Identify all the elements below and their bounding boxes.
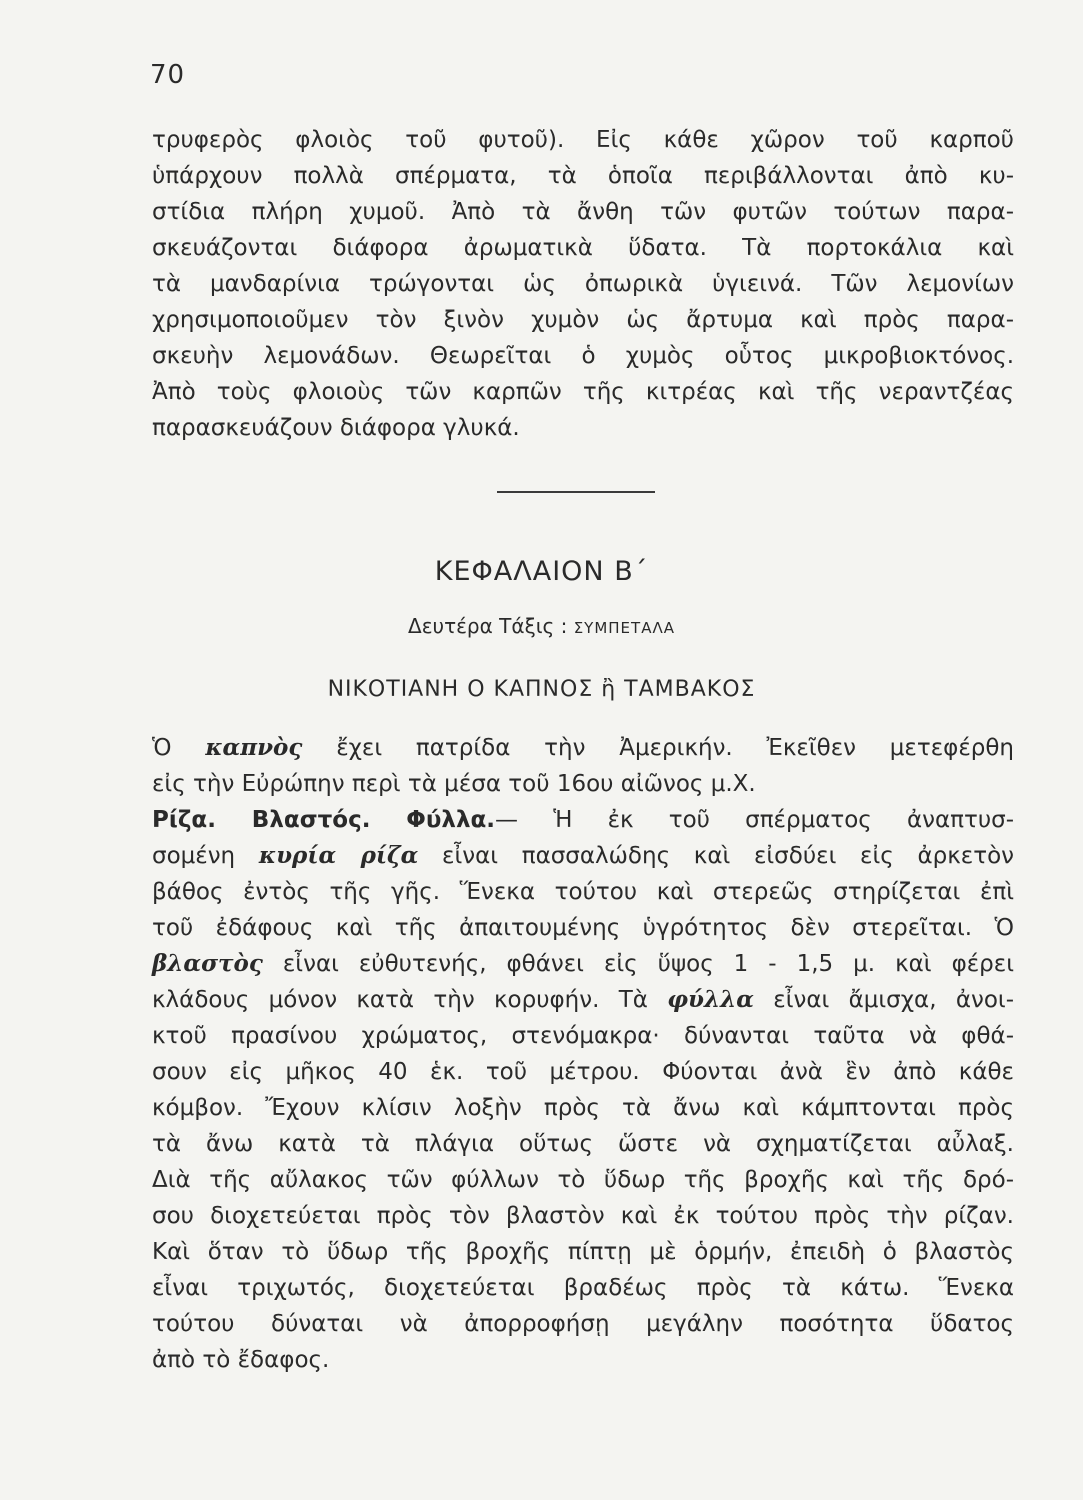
emphasized-term: κυρία ρίζα <box>258 842 419 869</box>
section-divider <box>497 491 655 493</box>
text-line: τρυφερὸς φλοιὸς τοῦ φυτοῦ). Εἰς κάθε χῶρον τοῦ καρποῦ <box>152 127 1014 153</box>
section-title: ΝΙΚΟΤΙΑΝΗ Ο ΚΑΠΝΟΣ ἢ ΤΑΜΒΑΚΟΣ <box>327 677 756 702</box>
text-line <box>152 1270 1014 1306</box>
text-line: τὰ μανδαρίνια τρώγονται ὡς ὀπωρικὰ ὑγιεινά. Τῶν λεμονίων <box>152 271 1014 297</box>
text-line <box>152 1126 1014 1162</box>
text-line <box>152 838 1014 874</box>
subheading: Ρίζα. Βλαστός. Φύλλα. <box>152 807 496 833</box>
text-line <box>152 1306 1014 1342</box>
text-run: εἶναι πασσαλώδης καὶ εἰσδύει εἰς ἀρκετὸν <box>418 843 1014 869</box>
text-run: τοῦ ἐδάφους καὶ τῆς ἀπαιτουμένης ὑγρότητος δὲν στερεῖται. Ὁ <box>152 915 1014 941</box>
text-line <box>152 766 1014 802</box>
body-paragraph <box>152 730 1014 1378</box>
text-line <box>152 982 1014 1018</box>
text-line <box>152 1342 1014 1378</box>
text-run: Καὶ ὅταν τὸ ὕδωρ τῆς βροχῆς πίπτῃ μὲ ὁρμήν, ἐπειδὴ ὁ βλαστὸς <box>152 1239 1014 1265</box>
text-run: εἶναι ἄμισχα, ἀνοι- <box>753 987 1014 1013</box>
text-line <box>152 730 1014 766</box>
class-topic: ΣΥΜΠΕΤΑΛΑ <box>573 619 675 637</box>
text-line <box>152 1234 1014 1270</box>
text-line <box>152 1162 1014 1198</box>
text-line <box>152 1054 1014 1090</box>
text-run: εἶναι τριχωτός, διοχετεύεται βραδέως πρὸς τὰ κάτω. Ἕνεκα <box>152 1275 1014 1301</box>
text-run: κόμβον. Ἔχουν κλίσιν λοξὴν πρὸς τὰ ἄνω καὶ κάμπτονται πρὸς <box>152 1095 1014 1121</box>
class-label: Δευτέρα Τάξις : <box>408 614 568 638</box>
text-line <box>152 1198 1014 1234</box>
text-run: κλάδους μόνον κατὰ τὴν κορυφήν. Τὰ <box>152 987 668 1013</box>
text-run: τούτου δύναται νὰ ἀπορροφήσῃ μεγάλην ποσότητα ὕδατος <box>152 1311 1014 1337</box>
text-line: στίδια πλήρη χυμοῦ. Ἀπὸ τὰ ἄνθη τῶν φυτῶν τούτων παρα- <box>152 199 1014 225</box>
text-line: ὑπάρχουν πολλὰ σπέρματα, τὰ ὁποῖα περιβάλλονται ἀπὸ κυ- <box>152 163 1014 189</box>
text-run: — Ἡ ἐκ τοῦ σπέρματος ἀναπτυσ- <box>495 807 1015 833</box>
text-line: παρασκευάζουν διάφορα γλυκά. <box>152 415 520 441</box>
text-line <box>152 946 1014 982</box>
text-run: εἶναι εὐθυτενής, φθάνει εἰς ὕψος 1 - 1,5 μ. καὶ φέρει <box>262 951 1014 977</box>
text-line <box>152 1090 1014 1126</box>
text-line <box>152 874 1014 910</box>
text-line <box>152 910 1014 946</box>
page-number: 70 <box>150 60 186 90</box>
emphasized-term: βλαστὸς <box>152 950 263 977</box>
emphasized-term: φύλλα <box>667 986 754 1013</box>
text-run: κτοῦ πρασίνου χρώματος, στενόμακρα· δύνανται ταῦτα νὰ φθά- <box>152 1023 1014 1049</box>
text-run: ἀπὸ τὸ ἔδαφος. <box>152 1347 330 1373</box>
text-line <box>152 1018 1014 1054</box>
text-run: τὰ ἄνω κατὰ τὰ πλάγια οὕτως ὥστε νὰ σχηματίζεται αὖλαξ. <box>152 1131 1014 1157</box>
text-line <box>152 802 1014 838</box>
text-line: χρησιμοποιοῦμεν τὸν ξινὸν χυμὸν ὡς ἄρτυμα καὶ πρὸς παρα- <box>152 307 1014 333</box>
chapter-title: ΚΕΦΑΛΑΙΟΝ Β΄ <box>434 556 649 587</box>
text-line: σκευάζονται διάφορα ἀρωματικὰ ὕδατα. Τὰ πορτοκάλια καὶ <box>152 235 1014 261</box>
text-line: σκευὴν λεμονάδων. Θεωρεῖται ὁ χυμὸς οὗτος μικροβιοκτόνος. <box>152 343 1014 369</box>
text-run: σουν εἰς μῆκος 40 ἑκ. τοῦ μέτρου. Φύονται ἀνὰ ἓν ἀπὸ κάθε <box>152 1059 1014 1085</box>
text-run: βάθος ἐντὸς τῆς γῆς. Ἕνεκα τούτου καὶ στερεῶς στηρίζεται ἐπὶ <box>152 879 1014 905</box>
text-run: Διὰ τῆς αὔλακος τῶν φύλλων τὸ ὕδωρ τῆς βροχῆς καὶ τῆς δρό- <box>152 1167 1014 1193</box>
text-run: σου διοχετεύεται πρὸς τὸν βλαστὸν καὶ ἐκ τούτου πρὸς τὴν ρίζαν. <box>152 1203 1014 1229</box>
class-line <box>0 614 1083 638</box>
text-run: σομένη <box>152 843 259 869</box>
text-run: εἰς τὴν Εὐρώπην περὶ τὰ μέσα τοῦ 16ου αἰῶνος μ.Χ. <box>152 771 756 797</box>
text-run: Ὁ <box>152 735 206 761</box>
text-line: Ἀπὸ τοὺς φλοιοὺς τῶν καρπῶν τῆς κιτρέας καὶ τῆς νεραντζέας <box>152 379 1014 405</box>
intro-paragraph <box>152 122 1014 446</box>
emphasized-term: καπνὸς <box>205 734 303 761</box>
text-run: ἔχει πατρίδα τὴν Ἀμερικήν. Ἐκεῖθεν μετεφέρθη <box>302 735 1014 761</box>
